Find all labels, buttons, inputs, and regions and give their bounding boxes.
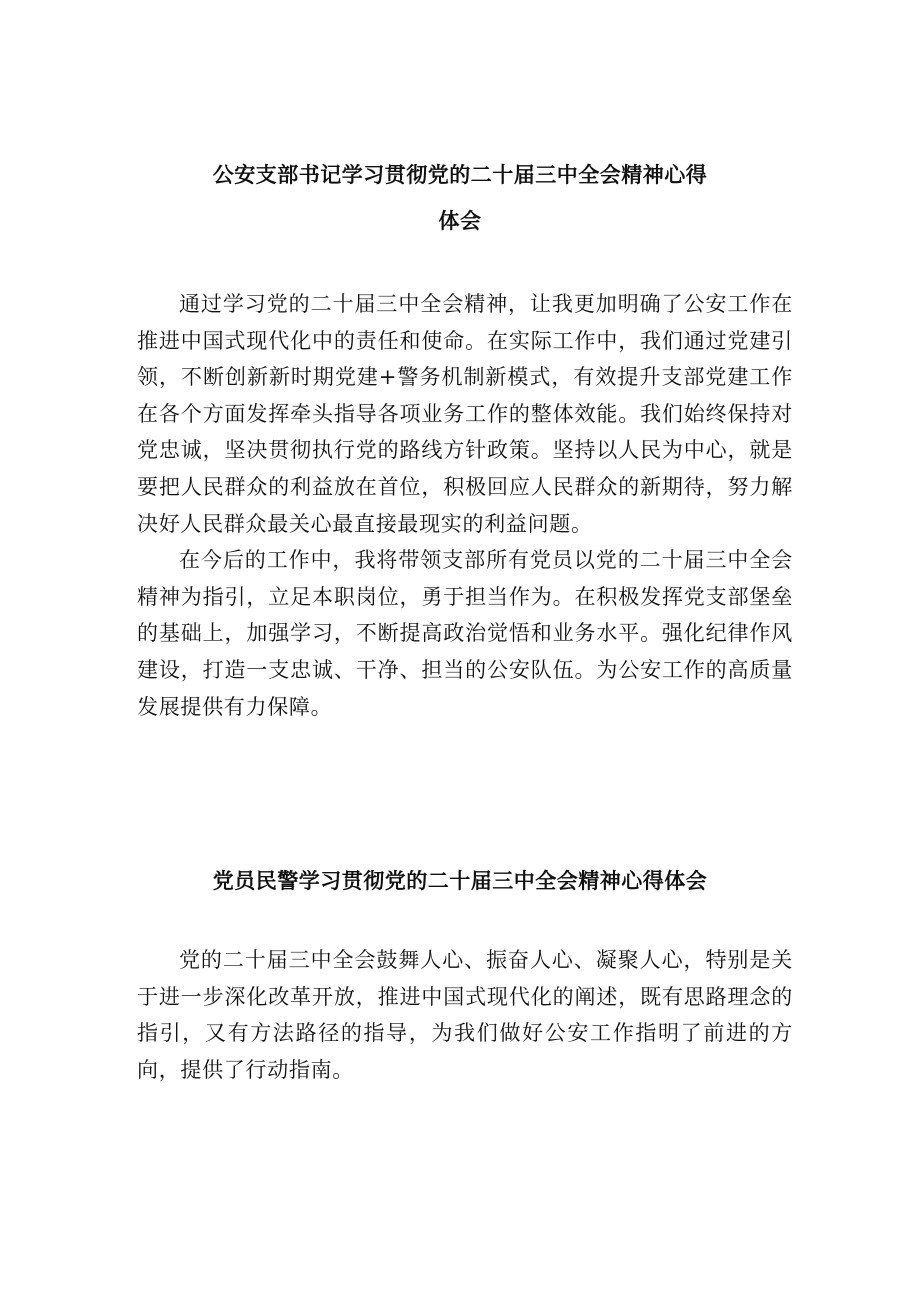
article-2-title-line: 党员民警学习贯彻党的二十届三中全会精神心得体会 xyxy=(212,869,708,893)
article-1-title xyxy=(110,152,810,244)
article-1-paragraph-1: 通过学习党的二十届三中全会精神，让我更加明确了公安工作在推进中国式现代化中的责任和使命。在实际工作中，我们通过党建引领，不断创新新时期党建+警务机制新模式，有效提升支部党建工作在各个方面发挥牵头指导各项业务工作的整体效能。我们始终保持对党忠诚，坚决贯彻执行党的路线方针政策。坚持以人民为中心，就是要把人民群众的利益放在首位，积极回应人民群众的新期待，努力解决好人民群众最关心最直接最现实的利益问题。 xyxy=(137,292,793,536)
article-2-paragraph-1: 党的二十届三中全会鼓舞人心、振奋人心、凝聚人心，特别是关于进一步深化改革开放，推进中国式现代化的阐述，既有思路理念的指引，又有方法路径的指导，为我们做好公安工作指明了前进的方向，提供了行动指南。 xyxy=(137,948,793,1082)
article-1-title-line-1: 公安支部书记学习贯彻党的二十届三中全会精神心得 xyxy=(212,163,708,187)
article-2-body xyxy=(137,942,793,1088)
article-2-title xyxy=(110,858,810,904)
article-1-paragraph-2: 在今后的工作中，我将带领支部所有党员以党的二十届三中全会精神为指引，立足本职岗位，勇于担当作为。在积极发挥党支部堡垒的基础上，加强学习，不断提高政治觉悟和业务水平。强化纪律作风建设，打造一支忠诚、干净、担当的公安队伍。为公安工作的高质量发展提供有力保障。 xyxy=(137,548,793,719)
article-1-title-line-2: 体会 xyxy=(438,209,482,233)
article-1-body xyxy=(137,286,793,725)
